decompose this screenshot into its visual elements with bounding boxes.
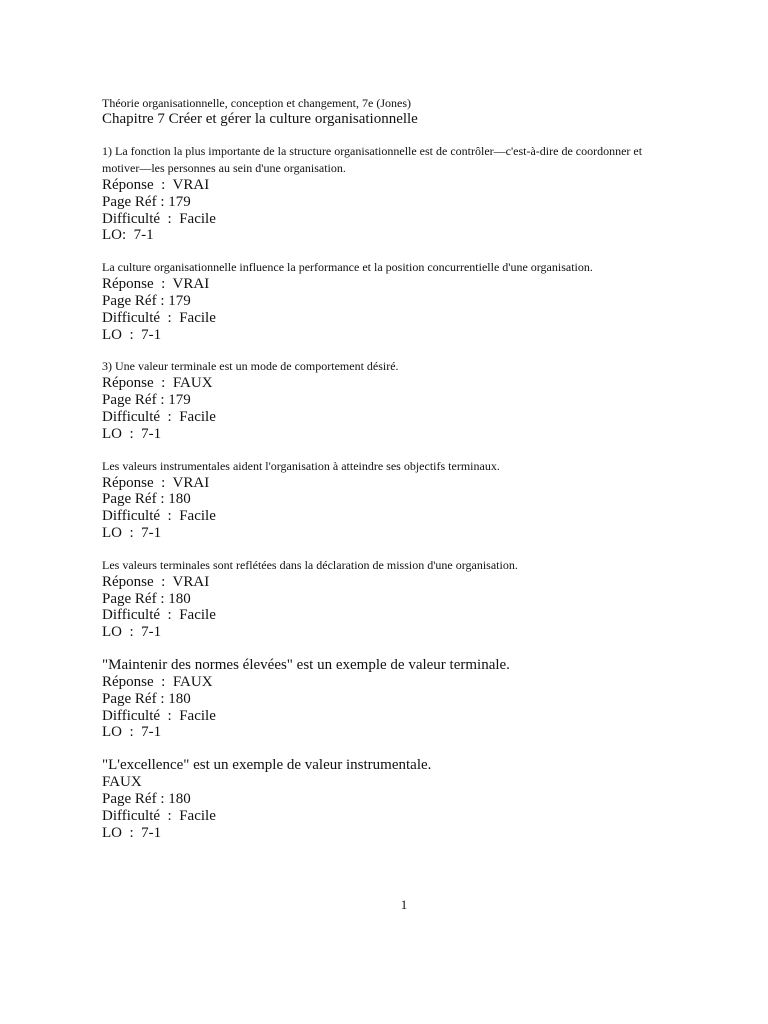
question-text: Les valeurs terminales sont reflétées dans la déclaration de mission d'une organisation.: [102, 557, 518, 572]
question-text: motiver—les personnes au sein d'une organisation.: [102, 161, 346, 175]
question-block: [102, 656, 722, 741]
page-ref-line: Page Réf : 179: [102, 193, 191, 210]
difficulty-line: Difficulté : Facile: [102, 210, 216, 227]
answer-line: FAUX: [102, 774, 142, 791]
difficulty-line: Difficulté : Facile: [102, 807, 216, 824]
question-text: 3) Une valeur terminale est un mode de comportement désiré.: [102, 359, 399, 374]
page-ref-line: Page Réf : 180: [102, 690, 191, 707]
page-ref-line: Page Réf : 180: [102, 491, 191, 508]
answer-line: Réponse : VRAI: [102, 276, 210, 293]
lo-line: LO : 7-1: [102, 326, 162, 343]
question-text: "Maintenir des normes élevées" est un exemple de valeur terminale.: [102, 656, 510, 673]
answer-line: Réponse : FAUX: [102, 673, 213, 690]
question-block: [102, 143, 722, 244]
page-ref-line: Page Réf : 179: [102, 292, 191, 309]
lo-line: LO : 7-1: [102, 824, 162, 841]
difficulty-line: Difficulté : Facile: [102, 508, 216, 525]
lo-line: LO : 7-1: [102, 624, 162, 641]
question-text: 1) La fonction la plus importante de la structure organisationnelle est de contrôler—c'est-à-dire de coordonner et: [102, 144, 643, 158]
question-block: [102, 458, 722, 542]
question-block: [102, 358, 722, 442]
question-block: [102, 557, 722, 641]
difficulty-line: Difficulté : Facile: [102, 309, 216, 326]
answer-line: Réponse : VRAI: [102, 573, 210, 590]
question-block: [102, 259, 722, 343]
page-ref-line: Page Réf : 179: [102, 392, 191, 409]
question-text: Les valeurs instrumentales aident l'organisation à atteindre ses objectifs terminaux.: [102, 458, 500, 473]
difficulty-line: Difficulté : Facile: [102, 408, 216, 425]
lo-line: LO : 7-1: [102, 425, 162, 442]
answer-line: Réponse : VRAI: [102, 474, 210, 491]
lo-line: LO: 7-1: [102, 227, 154, 244]
question-text: La culture organisationnelle influence la performance et la position concurrentielle d'une organisation.: [102, 260, 593, 275]
answer-line: Réponse : FAUX: [102, 375, 213, 392]
page-ref-line: Page Réf : 180: [102, 790, 191, 807]
question-text: "L'excellence" est un exemple de valeur instrumentale.: [102, 757, 432, 774]
document-page: [102, 96, 722, 841]
question-block: [102, 756, 722, 841]
lo-line: LO : 7-1: [102, 524, 162, 541]
difficulty-line: Difficulté : Facile: [102, 707, 216, 724]
page-ref-line: Page Réf : 180: [102, 590, 191, 607]
page-number: 1: [400, 897, 408, 912]
difficulty-line: Difficulté : Facile: [102, 607, 216, 624]
answer-line: Réponse : VRAI: [102, 177, 210, 193]
lo-line: LO : 7-1: [102, 724, 162, 741]
book-title: Théorie organisationnelle, conception et changement, 7e (Jones): [102, 96, 411, 110]
chapter-title: Chapitre 7 Créer et gérer la culture organisationnelle: [102, 111, 418, 127]
